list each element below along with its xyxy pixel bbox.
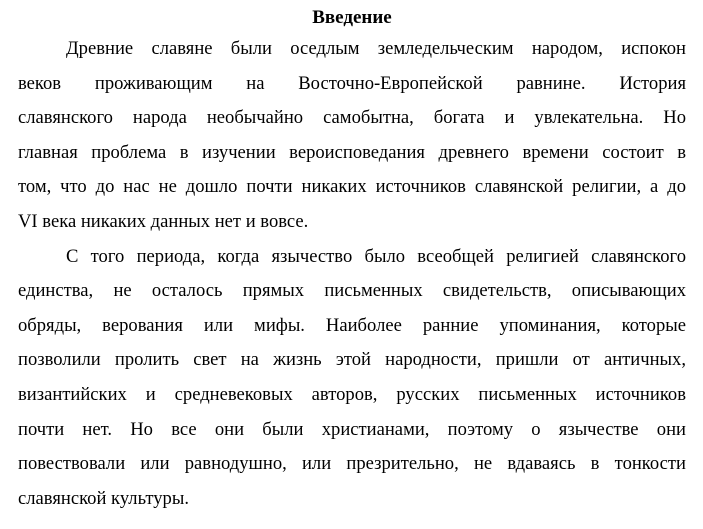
paragraph-line: веков проживающим на Восточно-Европейской равнине. История bbox=[18, 72, 686, 94]
paragraph-line: Древние славяне были оседлым земледельческим народом, испокон bbox=[66, 38, 686, 59]
document-page bbox=[18, 6, 686, 516]
paragraph-line: почти нет. Но все они были христианами, поэтому о язычестве они bbox=[18, 418, 686, 440]
paragraph-line: обряды, верования или мифы. Наиболее ранние упоминания, которые bbox=[18, 314, 686, 336]
document-title: Введение bbox=[312, 7, 392, 28]
paragraph-line: С того периода, когда язычество было всеобщей религией славянского bbox=[66, 245, 686, 267]
paragraph-line: позволили пролить свет на жизнь этой народности, пришли от античных, bbox=[18, 349, 686, 371]
paragraph-line: славянского народа необычайно самобытна, богата и увлекательна. Но bbox=[18, 107, 686, 129]
paragraph-line: славянской культуры. bbox=[18, 487, 189, 509]
paragraph-line: VI века никаких данных нет и вовсе. bbox=[18, 210, 309, 232]
paragraph-line: повествовали или равнодушно, или презрительно, не вдаваясь в тонкости bbox=[18, 453, 686, 475]
paragraph-line: византийских и средневековых авторов, русских письменных источников bbox=[18, 383, 686, 405]
paragraph-line: единства, не осталось прямых письменных свидетельств, описывающих bbox=[18, 280, 686, 302]
paragraph-2 bbox=[18, 240, 686, 517]
paragraph-1 bbox=[18, 32, 686, 240]
paragraph-line: главная проблема в изучении вероисповедания древнего времени состоит в bbox=[18, 141, 686, 163]
paragraph-line: том, что до нас не дошло почти никаких источников славянской религии, а до bbox=[18, 176, 686, 198]
